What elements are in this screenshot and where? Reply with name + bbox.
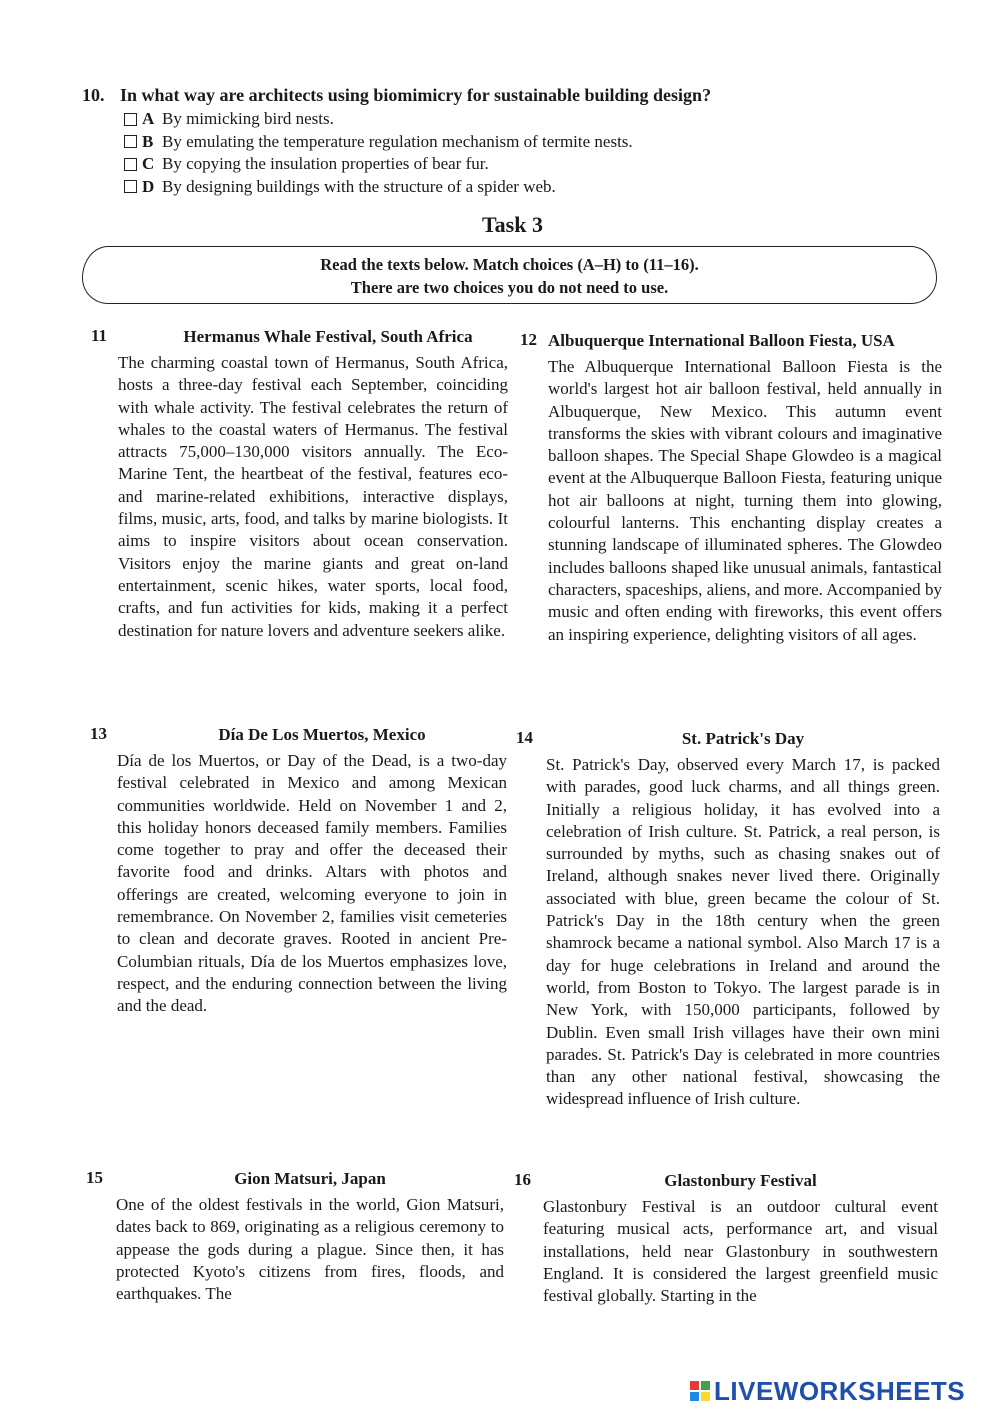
instruction-box <box>82 246 937 304</box>
checkbox-d[interactable] <box>124 180 137 193</box>
text-number: 12 <box>520 330 537 349</box>
option-b[interactable] <box>124 131 962 154</box>
text-body: The Albuquerque International Balloon Fiesta is the world's largest hot air balloon festival, held annually in Albuquerque, New Mexico. This autumn event transforms the skies with vibrant colours and imaginative balloon shapes. The Special Shape Glowdeo is a magical event at the Albuquerque Balloon Fiesta, featuring unique hot air balloons at night, turning them into glowing, colourful lanterns. This enchanting display creates a stunning landscape of illuminated spheres. The Glowdeo includes balloons shaped like unusual animals, fantastical characters, spaceships, aliens, and more. Accompanied by music and often ending with fireworks, this event offers an inspiring experience, delighting visitors of all ages. <box>548 357 942 644</box>
text-block-15 <box>86 1168 504 1305</box>
instruction-line-2: There are two choices you do not need to use. <box>350 278 669 297</box>
task-title: Task 3 <box>482 212 543 237</box>
logo-square <box>690 1392 699 1401</box>
text-title: St. Patrick's Day <box>681 729 805 748</box>
text-number: 15 <box>86 1168 103 1187</box>
text-body: Glastonbury Festival is an outdoor cultural event featuring musical acts, performance art, and visual installations, held near Glastonbury in southwestern England. It is considered the largest greenfield music festival globally. Starting in the <box>543 1197 938 1306</box>
text-body: St. Patrick's Day, observed every March 17, is packed with parades, good luck charms, and all things green. Initially a religious holiday, it has evolved into a celebration of Irish culture. St. Patrick, a real person, is surrounded by myths, such as chasing snakes out of Ireland, although snakes never lived there. Originally associated with blue, green became the colour of St. Patrick's Day in the 18th century when the green shamrock became a national symbol. Also March 17 is a day for huge celebrations in Ireland and around the world, from Boston to Tokyo. The largest parade is in New York, with 150,000 participants, followed by Dublin. Even small Irish villages have their own mini parades. St. Patrick's Day is celebrated in more countries than any other national festival, showcasing the widespread influence of Irish culture. <box>546 755 940 1109</box>
text-block-14 <box>516 728 940 1111</box>
text-block-12 <box>520 330 942 646</box>
option-letter: B <box>142 131 154 151</box>
logo-square <box>701 1392 710 1401</box>
instruction-line-1: Read the texts below. Match choices (A–H) to (11–16). <box>320 255 699 274</box>
text-title: Albuquerque International Balloon Fiesta, USA <box>548 331 895 350</box>
option-d[interactable] <box>124 176 962 199</box>
text-block-13 <box>90 724 507 1018</box>
option-text: By designing buildings with the structure of a spider web. <box>162 176 556 196</box>
question-text: In what way are architects using biomimicry for sustainable building design? <box>120 85 712 105</box>
text-number: 11 <box>91 326 108 345</box>
logo-text: LIVEWORKSHEETS <box>714 1375 966 1406</box>
text-body: The charming coastal town of Hermanus, South Africa, hosts a three-day festival each September, coinciding with whale activity. The festival celebrates the return of whales to the coastal waters of Hermanus. The festival attracts 75,000–130,000 visitors annually. The Eco-Marine Tent, the heartbeat of the festival, features eco- and marine-related exhibitions, interactive displays, films, music, arts, food, and talks by marine biologists. It aims to inspire visitors about ocean conservation. Visitors enjoy the marine giants and great on-land entertainment, scenic hikes, water sports, local food, crafts, and fun activities for kids, making it a perfect destination for nature lovers and adventure seekers alike. <box>118 353 508 640</box>
logo-square <box>701 1381 710 1390</box>
text-block-16 <box>514 1170 938 1307</box>
liveworksheets-logo <box>690 1376 965 1406</box>
option-a[interactable] <box>124 108 962 131</box>
question-10-stem <box>82 84 962 106</box>
question-number: 10. <box>82 85 105 105</box>
option-text: By mimicking bird nests. <box>162 109 334 128</box>
text-body: One of the oldest festivals in the world, Gion Matsuri, dates back to 869, originating as a religious ceremony to appease the gods during a plague. Since then, it has protected Kyoto's citizens from fires, floods, and earthquakes. The <box>116 1195 504 1304</box>
checkbox-b[interactable] <box>124 135 137 148</box>
text-block-11 <box>91 326 508 642</box>
question-10 <box>82 84 962 198</box>
option-letter: D <box>142 176 155 196</box>
option-text: By emulating the temperature regulation mechanism of termite nests. <box>162 131 633 151</box>
logo-icon <box>690 1381 710 1401</box>
text-number: 14 <box>516 728 533 747</box>
text-body: Día de los Muertos, or Day of the Dead, is a two-day festival celebrated in Mexico and among Mexican communities worldwide. Held on November 1 and 2, this holiday honors deceased family members. Families come together to pray and offer the deceased their favorite food and drinks. Altars with photos and offerings are created, welcoming everyone to join in remembrance. On November 2, families visit cemeteries to clean and decorate graves. Rooted in ancient Pre-Columbian rituals, Día de los Muertos emphasizes love, respect, and the enduring connection between the living and the dead. <box>117 751 507 1016</box>
logo-square <box>690 1381 699 1390</box>
checkbox-a[interactable] <box>124 113 137 126</box>
option-letter: C <box>142 154 155 173</box>
text-title: Gion Matsuri, Japan <box>234 1169 386 1188</box>
text-title: Hermanus Whale Festival, South Africa <box>183 327 473 346</box>
checkbox-c[interactable] <box>124 158 137 171</box>
text-title: Glastonbury Festival <box>664 1171 817 1190</box>
option-letter: A <box>142 109 155 128</box>
text-number: 13 <box>90 724 107 743</box>
text-number: 16 <box>514 1170 531 1189</box>
option-c[interactable] <box>124 153 962 176</box>
option-text: By copying the insulation properties of bear fur. <box>162 154 489 173</box>
answer-options <box>124 108 962 198</box>
text-title: Día De Los Muertos, Mexico <box>218 725 426 744</box>
